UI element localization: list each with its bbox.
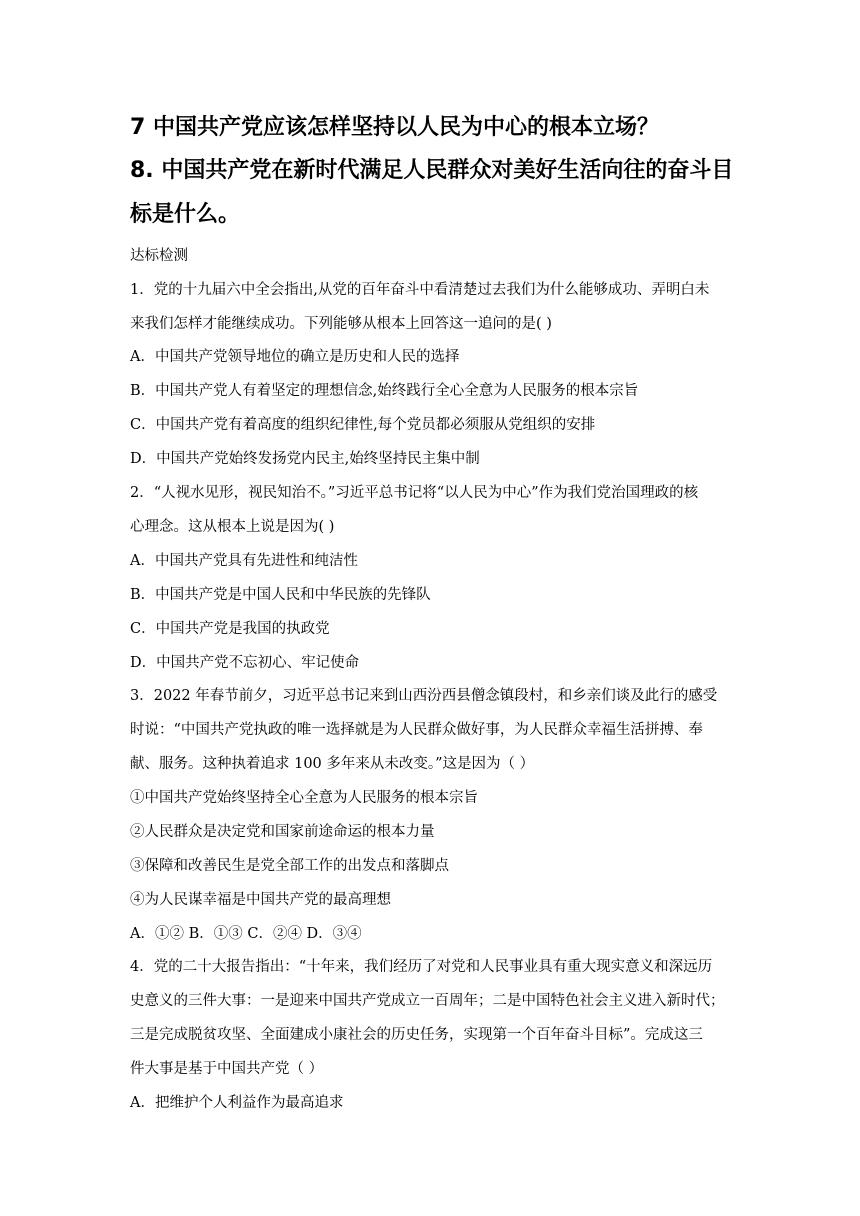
q1-option-c: C．中国共产党有着高度的组织纪律性,每个党员都必须服从党组织的安排 [130, 417, 596, 433]
heading-question-7: 7 中国共产党应该怎样坚持以人民为中心的根本立场？ [130, 115, 659, 140]
q4-stem-line-3: 三是完成脱贫攻坚、全面建成小康社会的历史任务，实现第一个百年奋斗目标”。完成这三 [130, 1027, 703, 1043]
q3-choices: A．①② B．①③ C．②④ D．③④ [130, 926, 362, 942]
q2-option-a: A．中国共产党具有先进性和纯洁性 [130, 553, 358, 569]
q1-stem-line-1: 1．党的十九届六中全会指出,从党的百年奋斗中看清楚过去我们为什么能够成功、弄明白未 [130, 282, 710, 298]
q1-option-a: A．中国共产党领导地位的确立是历史和人民的选择 [130, 349, 460, 365]
q3-item-2: ②人民群众是决定党和国家前途命运的根本力量 [130, 824, 435, 840]
q4-stem-line-4: 件大事是基于中国共产党（ ） [130, 1061, 324, 1077]
q3-stem-line-1: 3．2022 年春节前夕，习近平总书记来到山西汾西县僧念镇段村，和乡亲们谈及此行的感受 [130, 688, 718, 704]
q2-option-c: C．中国共产党是我国的执政党 [130, 621, 330, 637]
q4-stem-line-2: 史意义的三件大事：一是迎来中国共产党成立一百周年；二是中国特色社会主义进入新时代； [130, 993, 725, 1009]
q1-option-b: B．中国共产党人有着坚定的理想信念,始终践行全心全意为人民服务的根本宗旨 [130, 383, 639, 399]
q4-stem-line-1: 4．党的二十大报告指出：“十年来，我们经历了对党和人民事业具有重大现实意义和深远历 [130, 959, 713, 975]
q3-item-4: ④为人民谋幸福是中国共产党的最高理想 [130, 892, 391, 908]
section-title: 达标检测 [130, 248, 188, 264]
q3-stem-line-2: 时说：“中国共产党执政的唯一选择就是为人民群众做好事，为人民群众幸福生活拼搏、奉 [130, 722, 703, 738]
q4-option-a: A．把维护个人利益作为最高追求 [130, 1095, 344, 1111]
heading-question-8-continued: 标是什么。 [130, 202, 241, 227]
q2-stem-line-1: 2．“人视水见形，视民知治不。”习近平总书记将“以人民为中心”作为我们党治国理政的核 [130, 485, 699, 501]
q1-option-d: D．中国共产党始终发扬党内民主,始终坚持民主集中制 [130, 451, 480, 467]
heading-question-8: 8. 中国共产党在新时代满足人民群众对美好生活向往的奋斗目 [130, 158, 734, 183]
q2-option-b: B．中国共产党是中国人民和中华民族的先锋队 [130, 587, 431, 603]
q3-item-1: ①中国共产党始终坚持全心全意为人民服务的根本宗旨 [130, 790, 478, 806]
q2-option-d: D．中国共产党不忘初心、牢记使命 [130, 655, 360, 671]
q2-stem-line-2: 心理念。这从根本上说是因为( ) [130, 519, 335, 535]
q3-stem-line-3: 献、服务。这种执着追求 100 多年来从未改变。”这是因为（ ） [130, 756, 535, 772]
q3-item-3: ③保障和改善民生是党全部工作的出发点和落脚点 [130, 858, 449, 874]
q1-stem-line-2: 来我们怎样才能继续成功。下列能够从根本上回答这一追问的是( ) [130, 316, 552, 332]
